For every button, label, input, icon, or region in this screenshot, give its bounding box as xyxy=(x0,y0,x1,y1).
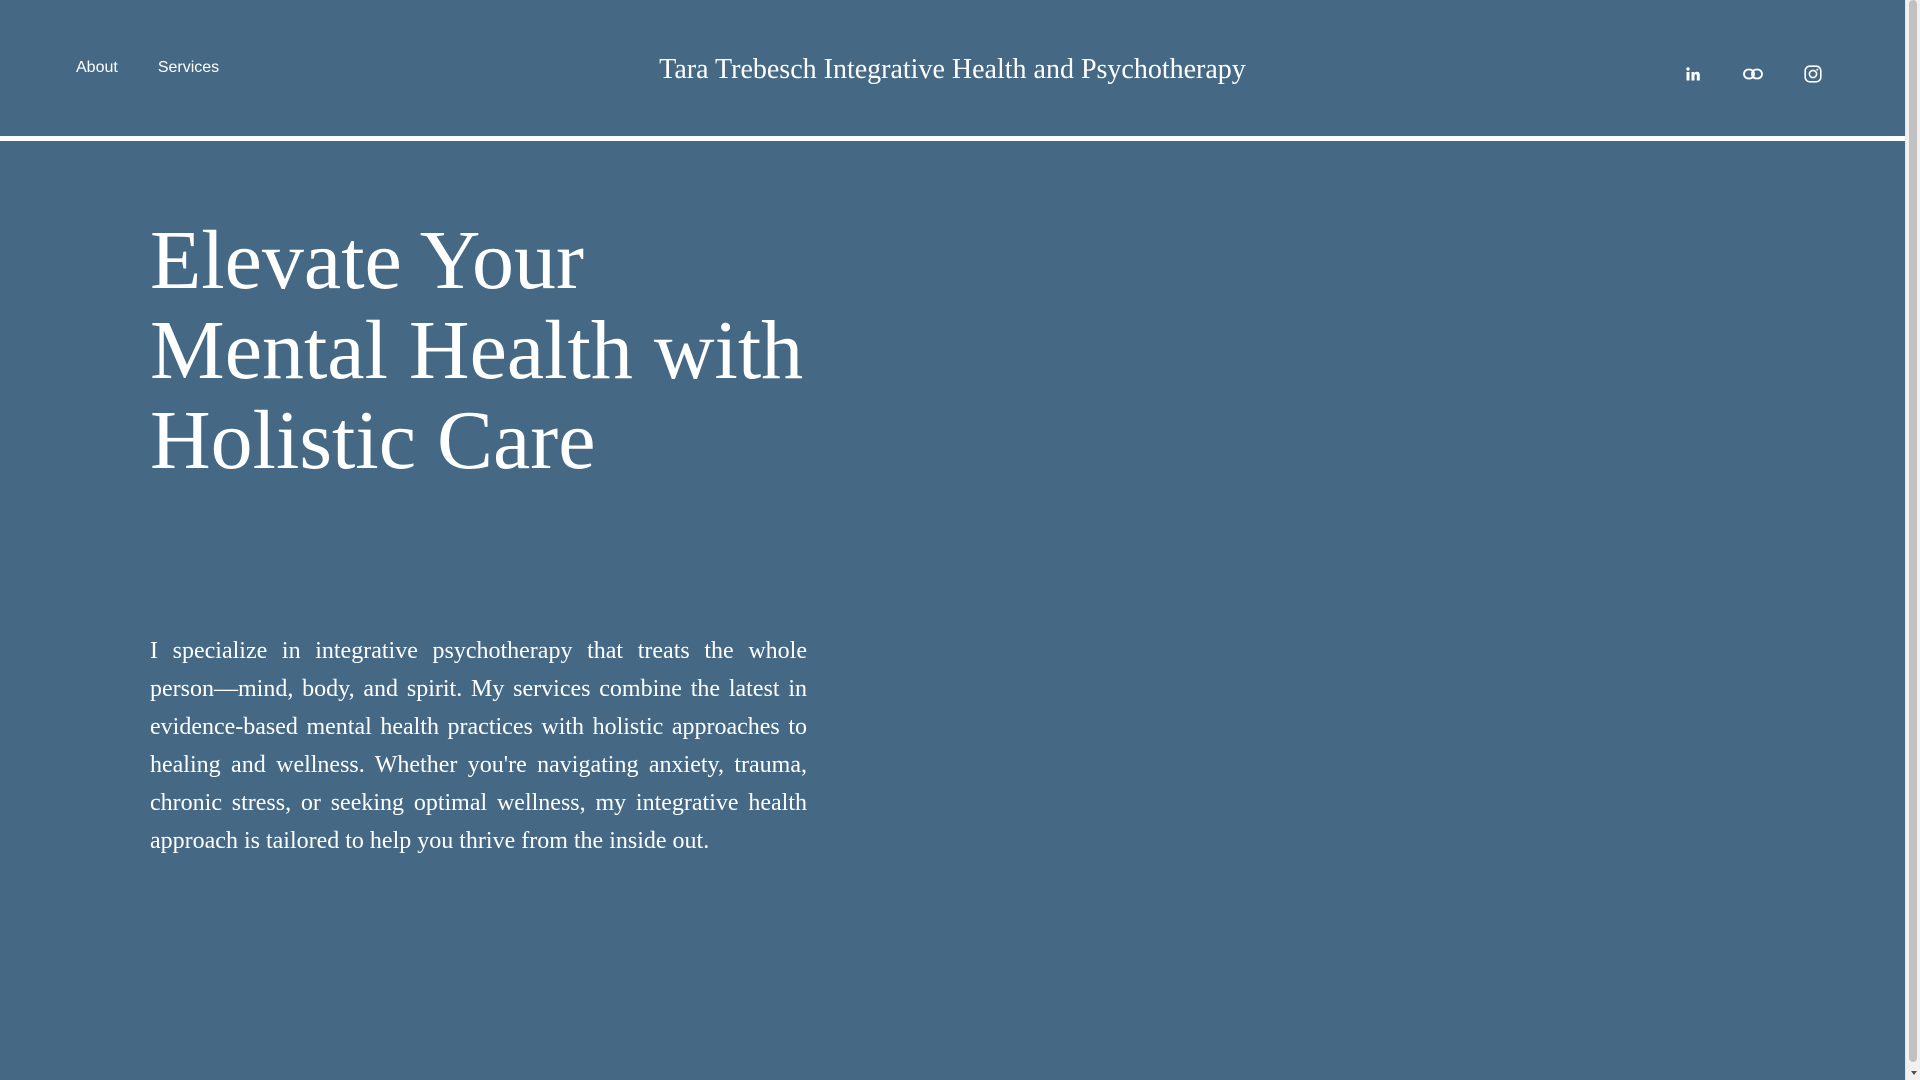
instagram-glyph xyxy=(1804,65,1822,83)
scroll-down-icon[interactable] xyxy=(1906,1065,1920,1080)
link-icon[interactable] xyxy=(1741,62,1765,86)
hero-headline: Elevate Your Mental Health with Holistic Care xyxy=(150,214,804,487)
linkedin-glyph xyxy=(1685,66,1701,82)
social-bar xyxy=(1681,62,1825,86)
scrollbar-thumb[interactable] xyxy=(1909,0,1917,1062)
linkedin-icon[interactable] xyxy=(1681,62,1705,86)
hero-intro-text: I specialize in integrative psychotherapy that treats the whole person—mind, body, and spirit. My services combine the latest in evidence-based mental health practices with holistic approaches to healing and wellness. Whether you're navigating anxiety, trauma, chronic stress, or seeking optimal wellness, my integrative health approach is tailored to help you thrive from the inside out. xyxy=(150,638,807,854)
site-title[interactable]: Tara Trebesch Integrative Health and Psychotherapy xyxy=(659,54,1246,85)
nav-services-link[interactable]: Services xyxy=(157,59,220,76)
instagram-icon[interactable] xyxy=(1801,62,1825,86)
nav-about-link[interactable]: About xyxy=(76,59,118,76)
link-glyph xyxy=(1743,68,1763,80)
hero-section xyxy=(0,141,1905,1080)
site-header xyxy=(0,4,1905,140)
vertical-scrollbar[interactable] xyxy=(1905,0,1920,1080)
